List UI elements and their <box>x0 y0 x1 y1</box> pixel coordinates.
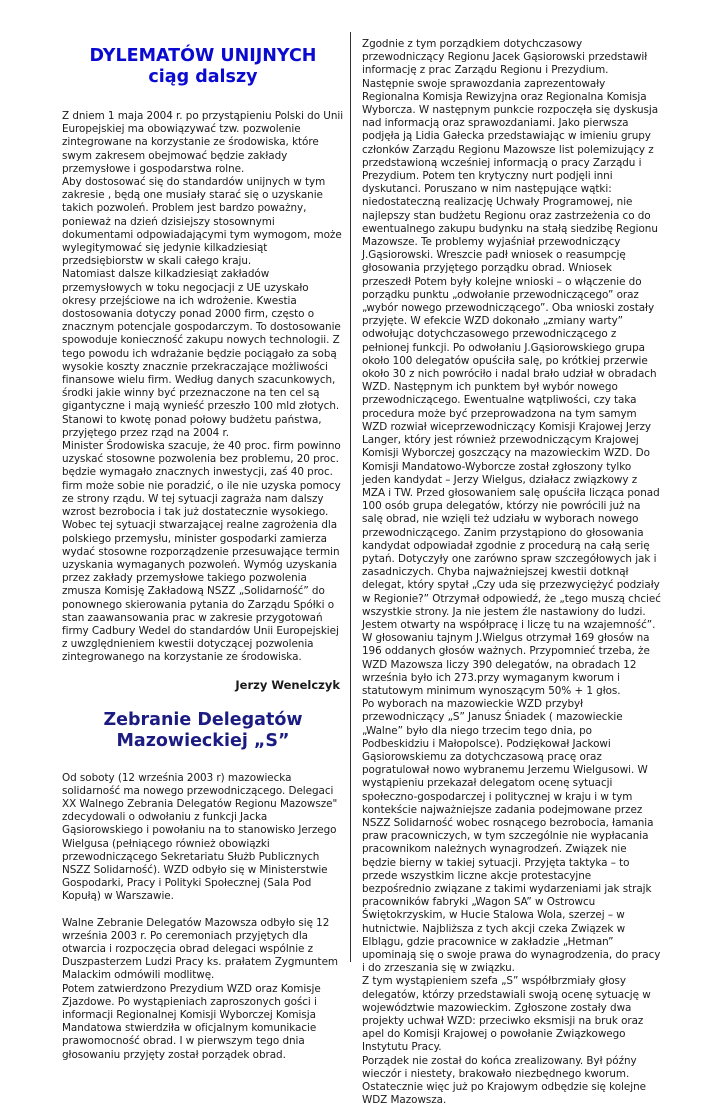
article2-paragraph: Od soboty (12 września 2003 r) mazowiecka solidarność ma nowego przewodniczącego. Delegaci XX Walnego Zebrania Delegatów Regionu Mazowsze" zdecydowali o odwołaniu z funkcji Jacka Gąsiorowskiego i powołaniu na to stanowisko Jerzego Wielgusa (pełniącego również obowiązki przewodniczącego Sekretariatu Służb Publicznych NSZZ Solidarność). WZD odbyło się w Ministerstwie Gospodarki, Pracy i Polityki Społecznej (Sala Pod Kopułą) w Warszawie. <box>62 771 338 903</box>
left-column <box>62 46 344 1062</box>
article2-body-left <box>62 772 344 1062</box>
article1-paragraph: Minister Środowiska szacuje, że 40 proc. firm powinno uzyskać stosowne pozwolenia bez problemu, 20 proc. będzie wymagało znacznych inwestycji, zaś 40 proc. firm może sobie nie poradzić, o ile nie uzyska pomocy ze strony rządu. W tej sytuacji zagraża nam dalszy wzrost bezrobocia i tak już dostatecznie wysokiego. Wobec tej sytuacji stwarzającej realne zagrożenia dla polskiego przemysłu, minister gospodarki zamierza wydać stosowne rozporządzenie przesuwające termin uzyskania wymaganych pozwoleń. Wymóg uzyskania przez zakłady przemysłowe takiego pozwolenia zmusza Komisję Zakładową NSZZ „Solidarność” do ponownego skierowania pytania do Zarządu Spółki o stan zaawansowania prac w zakresie przygotowań firmy Cadbury Wedel do standardów Unii Europejskiej z uwzględnieniem kwestii dotyczącej pozwolenia zintegrowanego na korzystanie ze środowiska. <box>62 440 341 664</box>
article2-paragraph: Zgodnie z tym porządkiem dotychczasowy przewodniczący Regionu Jacek Gąsiorowski przedstawił informację z prac Zarządu Regionu i Prezydium. Następnie swoje sprawozdania zaprezentowały Regionalna Komisja Rewizyjna oraz Regionalna Komisja Wyborcza. W następnym punkcie rozpoczęła się dyskusja nad informacją oraz sprawozdaniami. Jako pierwsza podjęła ją Lidia Gałecka przedstawiając w imieniu grupy członków Zarządu Regionu Mazowsze list polemizujący z przedstawioną wcześniej informacją o pracy Zarządu i Prezydium. Potem ten krytyczny nurt podjęli inni dyskutanci. Poruszano w nim następujące wątki: niedostateczną realizację Uchwały Programowej, nie najlepszy stan budżetu Regionu oraz zastrzeżenia co do ewentualnego zakupu budynku na stałą siedzibę Regionu Mazowsze. Te problemy wyjaśniał przewodniczący J.Gąsiorowski. Wreszcie padł wniosek o reasumpcję głosowania przyjętego porządku obrad. Wniosek przeszedł Potem były kolejne wnioski – o włączenie do porządku punktu „odwołanie przewodniczącego” oraz „wybór nowego przewodniczącego”. Oba wnioski zostały przyjęte. W efekcie WZD dokonało „zmiany warty” odwołując dotychczasowego przewodniczącego z pełnionej funkcji. Po odwołaniu J.Gąsiorowskiego grupa około 100 delegatów opuściła salę, po krótkiej przerwie około 30 z nich powróciło i nadal brało udział w obradach WZD. Następnym ich punktem był wybór nowego przewodniczącego. Ewentualne wątpliwości, czy taka procedura może być przeprowadzona na tym samym WZD rozwiał wiceprzewodniczący Komisji Krajowej Jerzy Langer, który jest również przewodniczącym Krajowej Komisji Wyborczej goszczący na mazowieckim WZD. Do Komisji Mandatowo-Wyborcze został zgłoszony tylko jeden kandydat – Jerzy Wielgus, działacz związkowy z MZA i TW. Przed głosowaniem salę opuściła licząca ponad 100 osób grupa delegatów, którzy nie powrócili już na salę obrad, nie wzięli też udziału w wyborach nowego przewodniczącego. Zanim przystąpiono do głosowania kandydat odpowiadał zgodnie z procedurą na całą serię pytań. Dotyczyły one zarówno spraw szczegółowych jak i zasadniczych. Chyba najważniejszej kwestii dotknął delegat, który spytał „Czy uda się przezwyciężyć podziały w Regionie?” Otrzymał odpowiedź, że „tego muszą chcieć wszystkie strony. Ja nie jestem źle nastawiony do ludzi. Jestem otwarty na współpracę i liczę tu na wzajemność”. <box>362 38 661 631</box>
article1-title <box>62 46 344 88</box>
article1-paragraph: Aby dostosować się do standardów unijnych w tym zakresie , będą one musiały starać się o uzyskanie takich pozwoleń. Problem jest bardzo poważny, ponieważ na dzień dzisiejszy stosownymi dokumentami odpowiadającymi tym wymogom, może wylegitymować się jedynie kilkadziesiąt przedsiębiorstw w skali całego kraju. <box>62 176 342 268</box>
article2-paragraph: Porządek nie został do końca zrealizowany. Był późny wieczór i niestety, brakowało niezbędnego kworum. Ostatecznie więc już po Krajowym odbędzie się kolejne WDZ Mazowsza. <box>362 1054 646 1107</box>
article2-title-line2: Mazowieckiej „S” <box>116 730 290 751</box>
article2-title <box>62 710 344 752</box>
article1-body <box>62 110 344 665</box>
article1-title-line2: ciąg dalszy <box>148 67 258 87</box>
article1-paragraph: Z dniem 1 maja 2004 r. po przystąpieniu Polski do Unii Europejskiej ma obowiązywać tzw. pozwolenie zintegrowane na korzystanie ze środowiska, które swym zakresem obejmować będzie zakłady przemysłowe i gospodarstwa rolne. <box>62 110 344 175</box>
article2-paragraph: W głosowaniu tajnym J.Wielgus otrzymał 169 głosów na 196 oddanych głosów ważnych. Przypomnieć trzeba, że WZD Mazowsza liczy 390 delegatów, na obradach 12 września było ich 273.przy wymaganym kworum i statutowym minimum wynoszącym 50% + 1 głos. <box>362 632 650 697</box>
article1-paragraph: Natomiast dalsze kilkadziesiąt zakładów przemysłowych w toku negocjacji z UE uzyskało okresy przejściowe na ich wdrożenie. Kwestia dostosowania dotyczy ponad 2000 firm, często o znacznym potencjale gospodarczym. To dostosowanie spowoduje konieczność zakupu nowych technologii. Z tego powodu ich wdrażanie będzie pociągało za sobą wysokie koszty znacznie przekraczające możliwości finansowe wielu firm. Według danych szacunkowych, środki jakie winny być przeznaczone na ten cel są gigantyczne i mają wynieść przeszło 100 mld złotych. <box>62 268 341 413</box>
article1-title-line1: DYLEMATÓW UNIJNYCH <box>89 46 317 66</box>
article2-paragraph: Potem zatwierdzono Prezydium WZD oraz Komisje Zjazdowe. Po wystąpieniach zaproszonych gości i informacji Regionalnej Komisji Wyborczej Komisja Mandatowa stwierdziła w oficjalnym komunikacie prawomocność obrad. I w pierwszym tego dnia głosowaniu przyjęty został porządek obrad. <box>62 982 321 1061</box>
article2-title-line1: Zebranie Delegatów <box>103 709 303 730</box>
article2-paragraph: Po wyborach na mazowieckie WZD przybył przewodniczący „S” Janusz Śniadek ( mazowieckie „Walne” było dla niego trzecim tego dnia, po Podbeskidziu i Małopolsce). Podziękował Jackowi Gąsiorowskiemu za dotychczasową pracę oraz pogratulował nowo wybranemu Jerzemu Wielgusowi. W wystąpieniu przekazał delegatom ocenę sytuacji społeczno-gospodarczej i politycznej w kraju i w tym kontekście najważniejsze zadania podejmowane przez NSZZ Solidarność wobec rosnącego bezrobocia, łamania praw pracowniczych, w tym szczególnie nie wypłacania pracownikom należnych wynagrodzeń. Związek nie będzie bierny w takiej sytuacji. Przyjęta taktyka – to przede wszystkim liczne akcje protestacyjne bezpośrednio związane z takimi wydarzeniami jak strajk pracowników fabryki „Wagon SA” w Ostrowcu Świętokrzyskim, w Hucie Stalowa Wola, szerzej – w hutnictwie. Najbliższa z tych akcji czeka Związek w Elblągu, gdzie pracownice w zakładzie „Hetman” upominają się o swoje prawa do wynagrodzenia, do pracy i do zrzeszania się w związku. <box>362 698 661 975</box>
column-divider <box>350 32 351 962</box>
article2-paragraph: Z tym wystąpieniem szefa „S” współbrzmiały głosy delegatów, którzy przedstawiali swoją ocenę sytuację w województwie mazowieckim. Zgłoszone zostały dwa projekty uchwał WZD: przeciwko eksmisji na bruk oraz apel do Komisji Krajowej o powołanie Związkowego Instytutu Pracy. <box>362 975 651 1054</box>
right-column <box>362 38 662 1107</box>
article1-author: Jerzy Wenelczyk <box>235 677 340 692</box>
article2-paragraph: Walne Zebranie Delegatów Mazowsza odbyło się 12 września 2003 r. Po ceremoniach przyjętych dla otwarcia i rozpoczęcia obrad delegaci wspólnie z Duszpasterzem Ludzi Pracy ks. prałatem Zygmuntem Malackim odmówili modlitwę. <box>62 916 338 982</box>
article1-paragraph: Stanowi to kwotę ponad połowy budżetu państwa, przyjętego przez rząd na 2004 r. <box>62 413 322 439</box>
